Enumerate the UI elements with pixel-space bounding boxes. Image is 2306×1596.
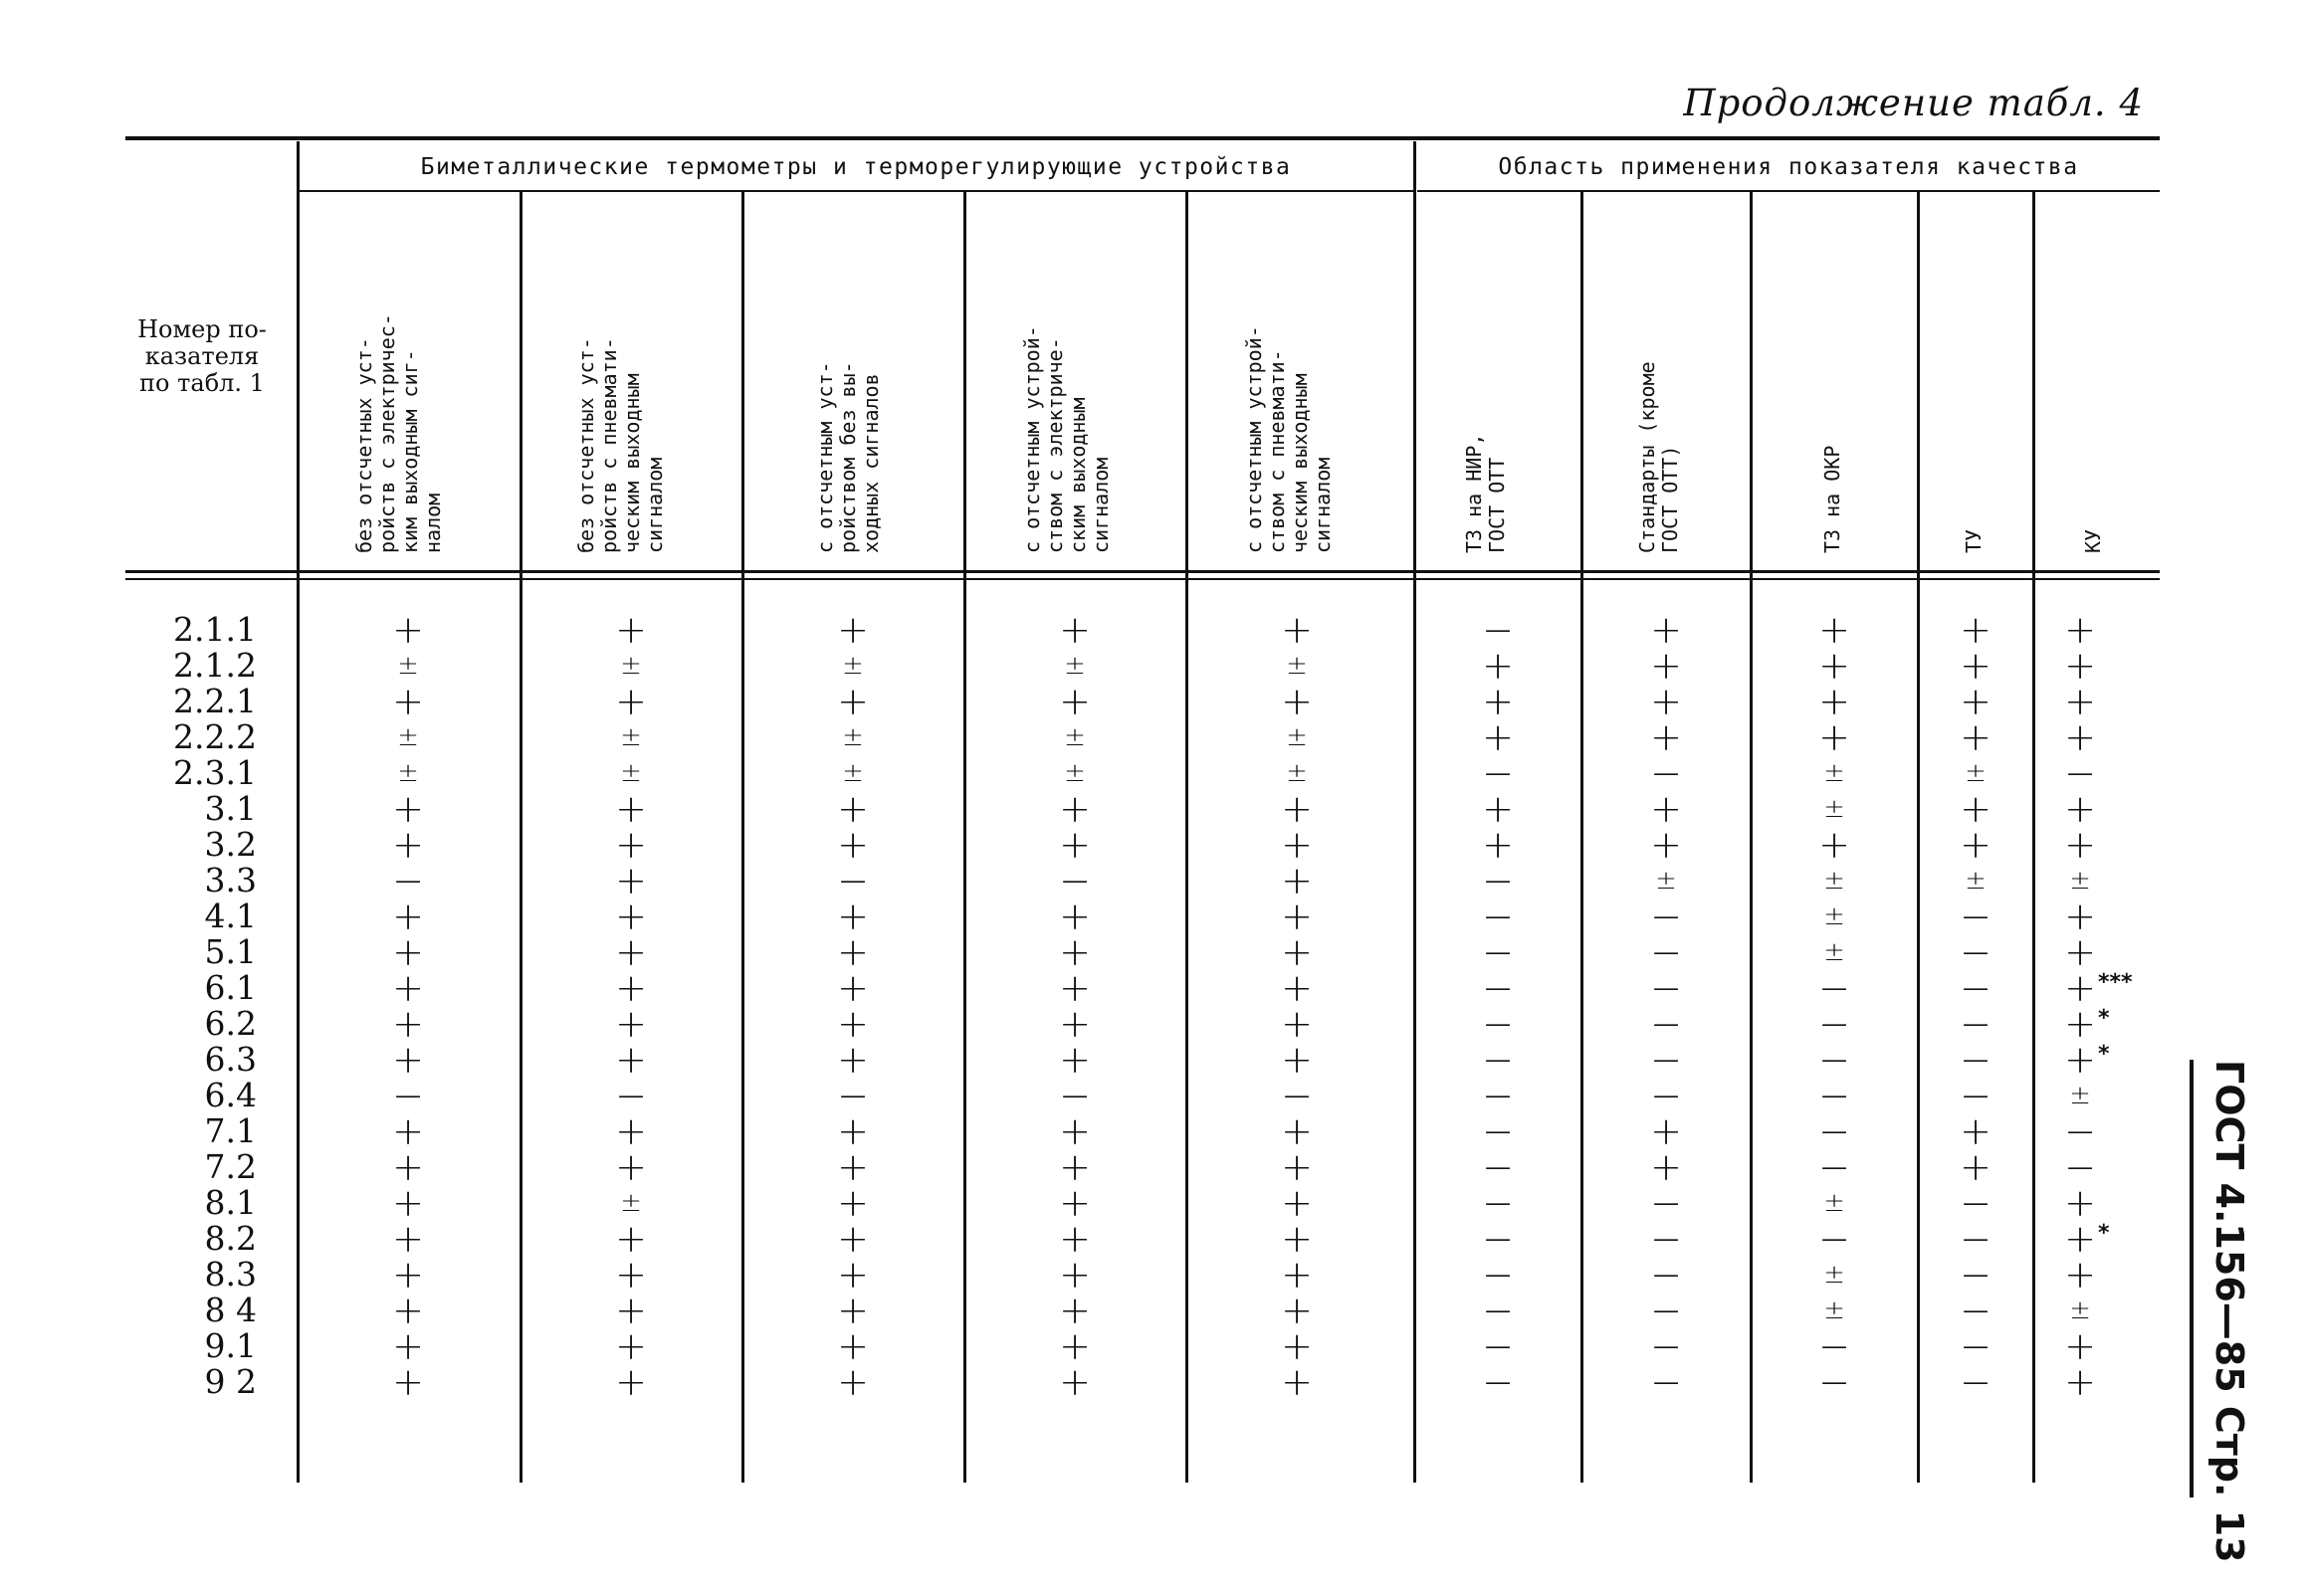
table-cell: ± xyxy=(1286,758,1308,788)
row-number: 3.3 xyxy=(204,861,257,899)
table-cell: − xyxy=(2064,751,2096,795)
table-cell: − xyxy=(837,859,869,902)
table-cell: − xyxy=(1482,751,1514,795)
table-cell: + xyxy=(392,1289,424,1332)
table-cell: + xyxy=(1059,1360,1091,1404)
table-cell: + xyxy=(1281,1181,1313,1225)
table-cell: − xyxy=(1281,1074,1313,1117)
table-cell: + xyxy=(837,895,869,938)
table-cell: + xyxy=(1281,1253,1313,1297)
table-cell: + xyxy=(392,1324,424,1368)
table-cell: + xyxy=(1818,823,1850,867)
table-cell: + xyxy=(1059,680,1091,723)
table-cell: + xyxy=(615,680,647,723)
table-cell: − xyxy=(1818,1038,1850,1082)
table-cell: + xyxy=(1281,608,1313,652)
col-header-6: ТЗ на НИР, ГОСТ ОТТ xyxy=(1462,433,1509,553)
table-cell: ± xyxy=(1965,866,1987,896)
table-cell: + xyxy=(1960,644,1992,688)
table-cell: ± xyxy=(1064,758,1086,788)
table-cell: − xyxy=(392,859,424,902)
table-cell: + xyxy=(1281,966,1313,1010)
group-header-scope: Область применения показателя качества xyxy=(1498,154,2079,180)
row-number: 7.1 xyxy=(204,1111,257,1150)
table-cell: − xyxy=(1482,1109,1514,1153)
table-cell: ± xyxy=(620,722,642,752)
sidebar-text: ГОСТ 4.156—85 Стр. 13 xyxy=(2207,1060,2251,1563)
row-number: 8.1 xyxy=(204,1183,257,1222)
table-cell: − xyxy=(2064,1145,2096,1189)
table-cell: + xyxy=(615,895,647,938)
table-cell: − xyxy=(1482,859,1514,902)
row-number: 8.2 xyxy=(204,1219,257,1258)
table-cell: + xyxy=(392,1253,424,1297)
table-cell: + xyxy=(1059,823,1091,867)
table-cell: + xyxy=(1960,787,1992,831)
table-cell: − xyxy=(2064,1109,2096,1153)
table-cell: − xyxy=(1059,859,1091,902)
col-rule-6 xyxy=(1580,192,1583,1483)
table-cell: + xyxy=(392,930,424,974)
table-cell: + xyxy=(2064,1360,2096,1404)
table-cell: + xyxy=(1650,715,1682,759)
table-cell: + xyxy=(837,1145,869,1189)
table-cell: + xyxy=(2064,1217,2096,1261)
table-cell: + xyxy=(1281,1324,1313,1368)
table-cell: + xyxy=(1482,787,1514,831)
table-cell: ± xyxy=(1823,758,1845,788)
row-number: 8.3 xyxy=(204,1255,257,1294)
table-cell: + xyxy=(1960,1145,1992,1189)
col-header-1: без отсчетных уст- ройств с электричес- ким выходным сиг- налом xyxy=(352,313,445,553)
table-cell: − xyxy=(1650,966,1682,1010)
table-cell: + xyxy=(1059,1038,1091,1082)
table-cell: + xyxy=(837,1002,869,1046)
table-cell: − xyxy=(1482,1360,1514,1404)
table-cell: + xyxy=(2064,930,2096,974)
table-cell: − xyxy=(1960,1360,1992,1404)
table-cell: ± xyxy=(1823,1296,1845,1325)
table-cell: + xyxy=(1059,1253,1091,1297)
table-cell: + xyxy=(1281,787,1313,831)
table-cell: + xyxy=(2064,966,2096,1010)
table-cell: + xyxy=(837,966,869,1010)
table-cell: + xyxy=(1059,1289,1091,1332)
row-number: 9 2 xyxy=(204,1362,257,1401)
table-cell: + xyxy=(837,1038,869,1082)
table-cell: + xyxy=(1650,680,1682,723)
table-cell: − xyxy=(1960,1074,1992,1117)
table-cell: + xyxy=(1059,930,1091,974)
table-cell: + xyxy=(1281,859,1313,902)
table-cell: + xyxy=(1650,787,1682,831)
table-cell: ± xyxy=(1823,901,1845,931)
table-cell: − xyxy=(1482,1002,1514,1046)
table-cell: − xyxy=(1650,1217,1682,1261)
table-cell: + xyxy=(1650,608,1682,652)
col-header-7: Стандарты (кроме ГОСТ ОТТ) xyxy=(1635,361,1682,553)
table-cell: − xyxy=(1960,1324,1992,1368)
row-number: 3.1 xyxy=(204,789,257,828)
footnote-mark: * xyxy=(2098,1221,2110,1246)
table-cell: + xyxy=(1818,680,1850,723)
table-cell: ± xyxy=(397,758,419,788)
table-cell: + xyxy=(837,787,869,831)
table-cell: + xyxy=(1281,1002,1313,1046)
table-cell: − xyxy=(1650,1002,1682,1046)
table-cell: − xyxy=(1960,1002,1992,1046)
table-cell: ± xyxy=(1655,866,1677,896)
table-cell: + xyxy=(2064,1038,2096,1082)
table-cell: + xyxy=(1482,715,1514,759)
table-cell: − xyxy=(1650,895,1682,938)
col-rule-1 xyxy=(520,192,523,1483)
col-rule-0 xyxy=(297,141,300,1483)
table-cell: − xyxy=(1650,1181,1682,1225)
table-cell: + xyxy=(615,966,647,1010)
table-cell: + xyxy=(392,1109,424,1153)
table-cell: + xyxy=(2064,644,2096,688)
table-cell: ± xyxy=(620,1188,642,1218)
col-header-2: без отсчетных уст- ройств с пневмати- ческим выходным сигналом xyxy=(574,337,667,553)
table-cell: + xyxy=(837,1109,869,1153)
table-cell: + xyxy=(1059,1109,1091,1153)
table-cell: + xyxy=(392,1002,424,1046)
table-cell: + xyxy=(392,1360,424,1404)
row-number: 2.1.1 xyxy=(173,610,257,649)
table-cell: − xyxy=(1818,1324,1850,1368)
table-cell: + xyxy=(1059,966,1091,1010)
table-cell: + xyxy=(1059,608,1091,652)
group-head-underline-scope xyxy=(1417,190,2160,192)
table-cell: − xyxy=(1960,895,1992,938)
table-cell: + xyxy=(615,1253,647,1297)
table-cell: − xyxy=(1650,751,1682,795)
sidebar-stamp xyxy=(2190,1060,2259,1563)
table-cell: + xyxy=(615,1360,647,1404)
table-cell: − xyxy=(1650,1324,1682,1368)
table-cell: + xyxy=(1650,823,1682,867)
row-number: 2.2.2 xyxy=(173,717,257,756)
table-cell: + xyxy=(1818,715,1850,759)
table-cell: + xyxy=(615,1038,647,1082)
row-number: 2.2.1 xyxy=(173,682,257,720)
table-cell: + xyxy=(1059,895,1091,938)
table-cell: − xyxy=(1818,1217,1850,1261)
table-cell: − xyxy=(1960,1289,1992,1332)
table-cell: + xyxy=(1059,1181,1091,1225)
row-number: 9.1 xyxy=(204,1326,257,1365)
table-cell: + xyxy=(1482,680,1514,723)
table-cell: + xyxy=(837,608,869,652)
table-cell: + xyxy=(615,859,647,902)
col-header-3: с отсчетным уст- ройством без вы- ходных сигналов xyxy=(813,361,883,553)
table-cell: ± xyxy=(1823,1188,1845,1218)
table-cell: + xyxy=(837,1217,869,1261)
row-number: 2.3.1 xyxy=(173,753,257,792)
table-cell: − xyxy=(1960,1217,1992,1261)
col-header-5: с отсчетным устрой- ством с пневмати- ческим выходным сигналом xyxy=(1242,325,1335,553)
table-cell: + xyxy=(2064,895,2096,938)
table-cell: + xyxy=(1482,644,1514,688)
table-cell: + xyxy=(837,680,869,723)
table-top-rule xyxy=(125,136,2160,140)
table-cell: − xyxy=(1482,1038,1514,1082)
table-cell: + xyxy=(1960,608,1992,652)
table-cell: ± xyxy=(2069,1296,2091,1325)
table-cell: + xyxy=(2064,1002,2096,1046)
table-cell: − xyxy=(1482,1181,1514,1225)
table-cell: + xyxy=(1960,680,1992,723)
table-cell: ± xyxy=(397,722,419,752)
col-rule-9 xyxy=(2032,192,2035,1483)
table-cell: − xyxy=(1818,1145,1850,1189)
table-cell: + xyxy=(1281,823,1313,867)
table-cell: + xyxy=(837,1181,869,1225)
table-cell: − xyxy=(1650,1074,1682,1117)
col-rule-7 xyxy=(1750,192,1753,1483)
col-rule-2 xyxy=(741,192,744,1483)
header-bottom-rule-1 xyxy=(125,570,2160,573)
table-cell: − xyxy=(1482,895,1514,938)
footnote-mark: * xyxy=(2098,1006,2110,1031)
table-cell: ± xyxy=(1823,866,1845,896)
table-cell: + xyxy=(1281,1360,1313,1404)
table-cell: − xyxy=(1482,1289,1514,1332)
row-number: 7.2 xyxy=(204,1147,257,1186)
table-cell: + xyxy=(1059,1217,1091,1261)
row-number-header: Номер по- казателя по табл. 1 xyxy=(137,315,267,397)
table-cell: − xyxy=(1818,1360,1850,1404)
table-cell: + xyxy=(615,1217,647,1261)
table-cell: + xyxy=(392,680,424,723)
table-cell: ± xyxy=(842,651,864,681)
group-header-devices: Биметаллические термометры и терморегулирующие устройства xyxy=(420,154,1292,180)
table-cell: + xyxy=(1281,930,1313,974)
col-header-10: КУ xyxy=(2081,528,2105,553)
table-cell: − xyxy=(1818,966,1850,1010)
table-cell: + xyxy=(392,1145,424,1189)
col-rule-5 xyxy=(1413,141,1416,1483)
table-cell: − xyxy=(1650,1289,1682,1332)
continuation-caption: Продолжение табл. 4 xyxy=(1683,82,2144,124)
table-cell: ± xyxy=(620,651,642,681)
table-cell: + xyxy=(392,1181,424,1225)
table-cell: + xyxy=(1650,1109,1682,1153)
col-header-9: ТУ xyxy=(1962,528,1986,553)
table-cell: + xyxy=(615,823,647,867)
table-cell: − xyxy=(1818,1074,1850,1117)
table-cell: ± xyxy=(1965,758,1987,788)
table-cell: + xyxy=(1960,1109,1992,1153)
col-header-4: с отсчетным устрой- ством с электриче- ским выходным сигналом xyxy=(1020,325,1113,553)
table-cell: + xyxy=(1059,1145,1091,1189)
row-number: 6.4 xyxy=(204,1076,257,1114)
table-cell: − xyxy=(1960,1181,1992,1225)
table-cell: + xyxy=(2064,680,2096,723)
table-cell: ± xyxy=(620,758,642,788)
table-cell: + xyxy=(615,1289,647,1332)
table-cell: − xyxy=(1482,1145,1514,1189)
footnote-mark: * xyxy=(2098,1042,2110,1067)
table-cell: + xyxy=(392,608,424,652)
table-cell: − xyxy=(1482,1217,1514,1261)
table-cell: + xyxy=(615,1145,647,1189)
table-cell: − xyxy=(1650,1253,1682,1297)
table-cell: ± xyxy=(1064,722,1086,752)
table-cell: + xyxy=(2064,1253,2096,1297)
table-cell: − xyxy=(1482,966,1514,1010)
table-cell: + xyxy=(2064,608,2096,652)
table-cell: − xyxy=(1960,1038,1992,1082)
table-cell: − xyxy=(615,1074,647,1117)
table-cell: ± xyxy=(1823,937,1845,967)
table-cell: + xyxy=(1650,644,1682,688)
table-cell: + xyxy=(392,823,424,867)
table-cell: − xyxy=(392,1074,424,1117)
group-head-underline-devices xyxy=(299,190,1415,192)
table-cell: − xyxy=(1482,608,1514,652)
table-cell: + xyxy=(2064,823,2096,867)
table-cell: ± xyxy=(842,758,864,788)
table-cell: + xyxy=(1960,715,1992,759)
table-cell: + xyxy=(392,1038,424,1082)
table-cell: − xyxy=(1482,1253,1514,1297)
table-cell: − xyxy=(1059,1074,1091,1117)
table-cell: + xyxy=(1281,1038,1313,1082)
table-cell: + xyxy=(2064,1181,2096,1225)
row-number: 6.1 xyxy=(204,968,257,1007)
table-cell: ± xyxy=(2069,866,2091,896)
table-cell: + xyxy=(615,608,647,652)
table-cell: + xyxy=(392,787,424,831)
table-cell: − xyxy=(1818,1109,1850,1153)
table-cell: ± xyxy=(1823,794,1845,824)
row-number: 5.1 xyxy=(204,932,257,971)
table-cell: + xyxy=(1281,1289,1313,1332)
table-cell: − xyxy=(1818,1002,1850,1046)
col-header-8: ТЗ на ОКР xyxy=(1820,445,1844,553)
col-rule-8 xyxy=(1917,192,1920,1483)
table-cell: + xyxy=(1281,1109,1313,1153)
table-cell: ± xyxy=(2069,1081,2091,1110)
table-cell: − xyxy=(1960,930,1992,974)
row-number: 2.1.2 xyxy=(173,646,257,685)
table-cell: + xyxy=(1650,1145,1682,1189)
row-number: 3.2 xyxy=(204,825,257,864)
table-cell: − xyxy=(1482,1074,1514,1117)
table-cell: + xyxy=(615,1324,647,1368)
row-number: 6.2 xyxy=(204,1004,257,1043)
col-rule-3 xyxy=(963,192,966,1483)
table-cell: + xyxy=(615,1002,647,1046)
table-cell: ± xyxy=(842,722,864,752)
table-cell: − xyxy=(1650,930,1682,974)
table-cell: + xyxy=(615,930,647,974)
header-bottom-rule-2 xyxy=(125,578,2160,580)
table-cell: − xyxy=(1650,1360,1682,1404)
table-cell: + xyxy=(2064,787,2096,831)
table-cell: + xyxy=(837,1360,869,1404)
table-cell: + xyxy=(615,1109,647,1153)
table-cell: + xyxy=(1482,823,1514,867)
row-number: 8 4 xyxy=(204,1291,257,1329)
table-cell: + xyxy=(392,895,424,938)
table-cell: + xyxy=(837,1289,869,1332)
table-cell: − xyxy=(837,1074,869,1117)
table-cell: ± xyxy=(1286,722,1308,752)
row-number: 4.1 xyxy=(204,897,257,935)
table-cell: + xyxy=(1059,1324,1091,1368)
table-cell: + xyxy=(1960,823,1992,867)
table-cell: ± xyxy=(397,651,419,681)
table-cell: + xyxy=(2064,1324,2096,1368)
table-cell: ± xyxy=(1064,651,1086,681)
table-cell: − xyxy=(1482,1324,1514,1368)
table-cell: − xyxy=(1960,966,1992,1010)
table-cell: + xyxy=(1818,644,1850,688)
table-cell: − xyxy=(1482,930,1514,974)
table-cell: + xyxy=(1281,680,1313,723)
table-cell: − xyxy=(1960,1253,1992,1297)
table-cell: + xyxy=(837,1253,869,1297)
table-cell: + xyxy=(1281,895,1313,938)
table-cell: + xyxy=(837,930,869,974)
row-number: 6.3 xyxy=(204,1040,257,1079)
col-rule-4 xyxy=(1185,192,1188,1483)
table-cell: − xyxy=(1650,1038,1682,1082)
table-cell: + xyxy=(615,787,647,831)
table-cell: + xyxy=(837,1324,869,1368)
table-cell: + xyxy=(1059,787,1091,831)
table-cell: + xyxy=(392,1217,424,1261)
table-cell: + xyxy=(1059,1002,1091,1046)
table-cell: ± xyxy=(1286,651,1308,681)
table-cell: + xyxy=(1818,608,1850,652)
table-cell: + xyxy=(392,966,424,1010)
table-cell: ± xyxy=(1823,1260,1845,1290)
footnote-mark: *** xyxy=(2098,970,2133,995)
table-cell: + xyxy=(2064,715,2096,759)
table-cell: + xyxy=(1281,1217,1313,1261)
table-cell: + xyxy=(1281,1145,1313,1189)
table-cell: + xyxy=(837,823,869,867)
